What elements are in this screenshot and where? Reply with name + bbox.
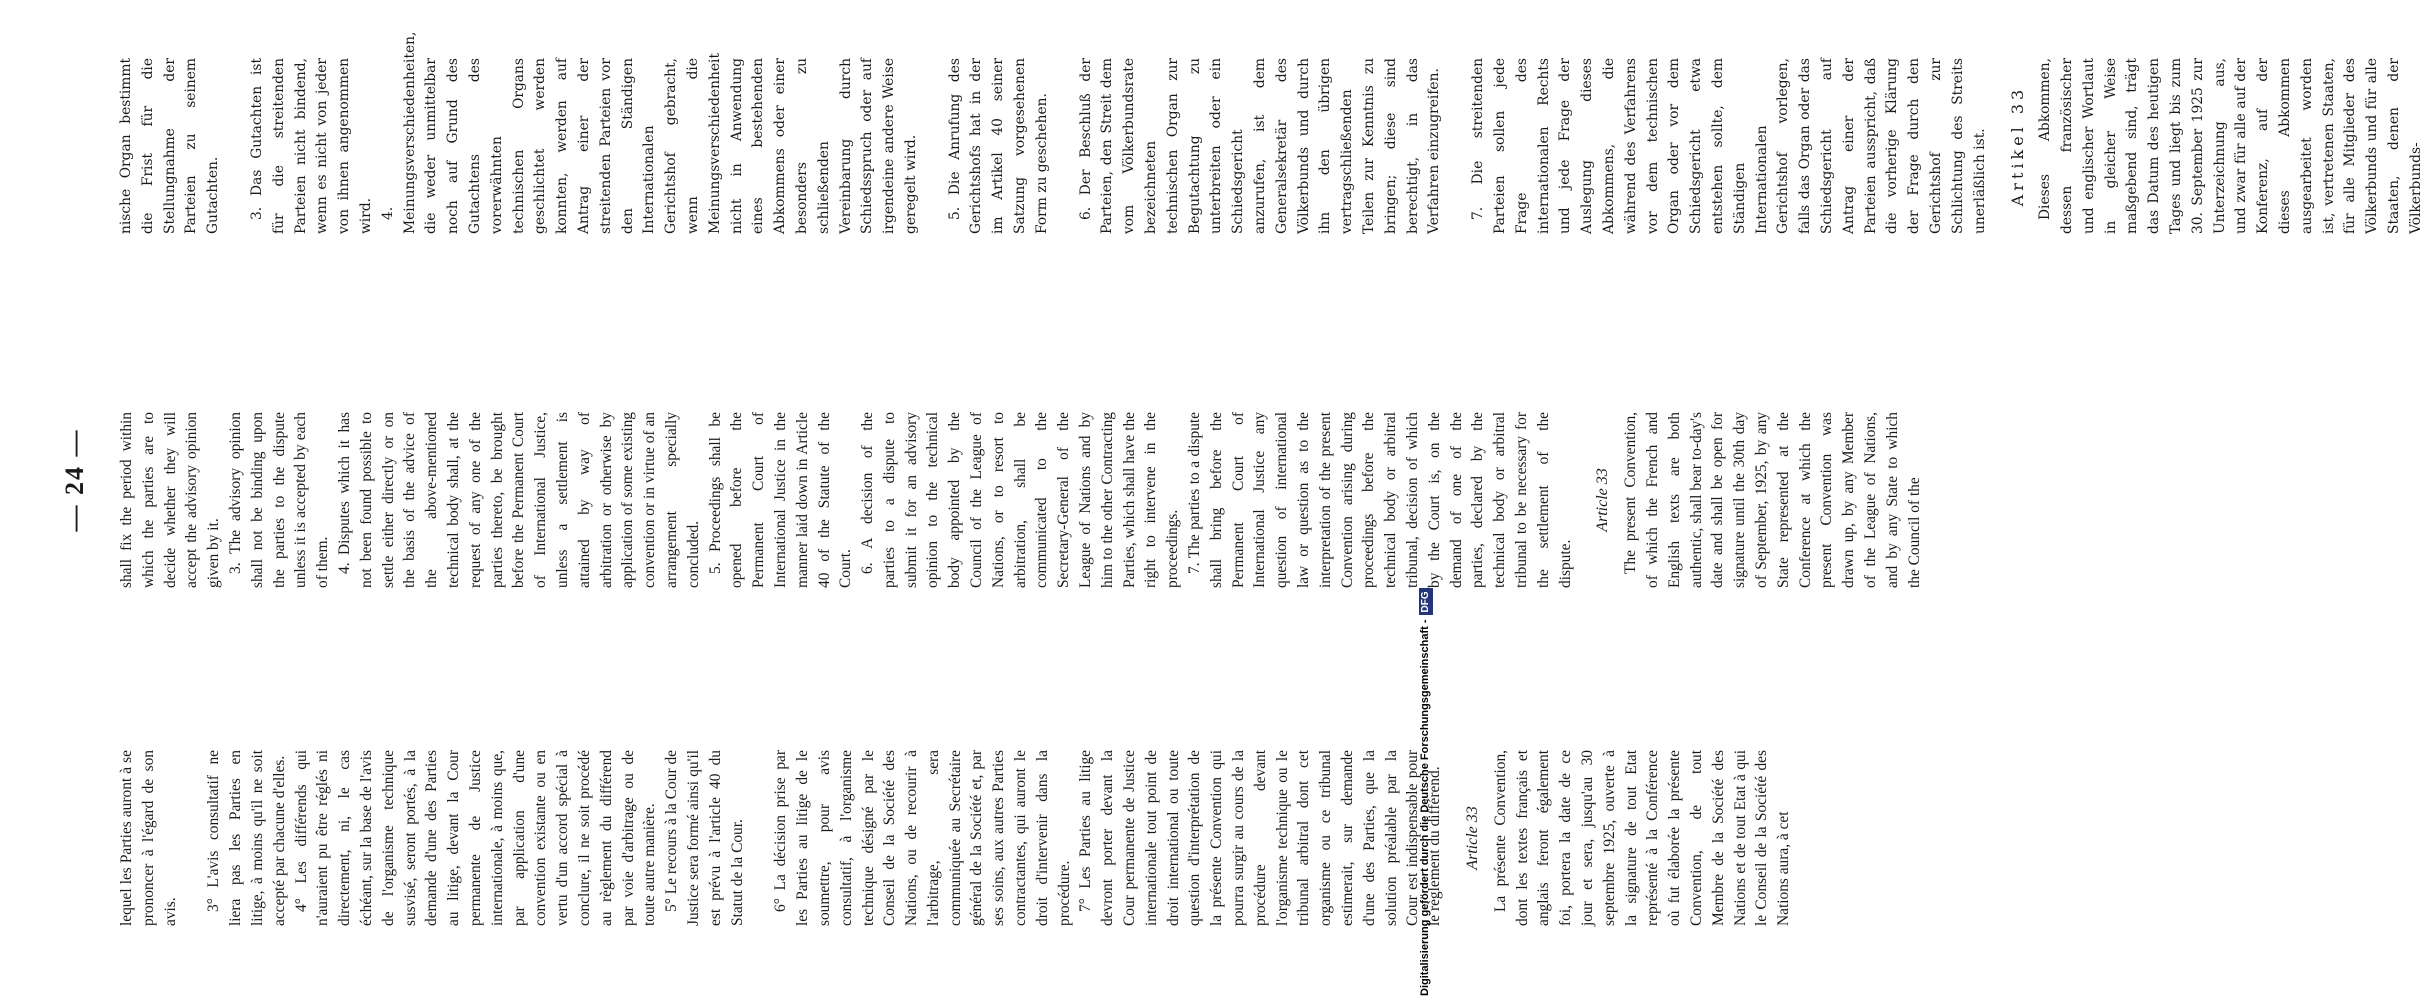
article-heading: Article 33: [1594, 468, 1612, 532]
paragraph: 7. Die streitenden Parteien sollen jede Frage des internationalen Rechts und jede Frage der Auslegung dieses Abkommens, die während des Verfahrens vor dem technischen Organ oder vor dem Schiedsgericht etwa entstehen sollte, dem Ständigen Internationalen Gerichtshof vorlegen, falls das Organ oder das Schiedsgericht auf Antrag einer der Parteien ausspricht, daß die vorherige Klärung der Frage durch den Gerichtshof zur Schlichtung des Streits unerläßlich ist.: [1470, 58, 1988, 234]
paragraph: 6. Der Beschluß der Parteien, den Streit dem vom Völkerbundsrate bezeichneten technischen Organ zur Begutachtung zu unterbreiten oder ein Schiedsgericht anzurufen, ist dem Generalsekretär des Völkerbunds und durch ihn den übrigen vertragschließenden Teilen zur Kenntnis zu bringen; diese sind berechtigt, in das Verfahren einzugreifen.: [1077, 58, 1443, 234]
english-column: [116, 412, 1925, 588]
paragraph: Dieses Abkommen, dessen französischer und englischer Wortlaut in gleicher Weise maßgebend sind, trägt das Datum des heutigen Tages und liegt bis zum 30. September 1925 zur Unterzeichnung aus, und zwar für alle auf der Konferenz, auf der dieses Abkommen ausgearbeitet worden ist, vertretenen Staaten, für alle Mitglieder des Völkerbunds und für alle Staaten, denen der Völkerbunds-: [2037, 58, 2424, 234]
paragraph: 3. The advisory opinion shall not be binding upon the parties to the dispute unless it is accepted by each of them.: [226, 412, 332, 588]
article-heading: Artikel 33: [2008, 85, 2028, 207]
paragraph: 4. Meinungsverschiedenheiten, die weder unmittelbar noch auf Grund des Gutachtens des vorerwähnten technischen Organs geschlichtet werden konnten, werden auf Antrag einer der streitenden Parteien vor den Ständigen Internationalen Gerichtshof gebracht, wenn die Meinungsverschiedenheit nicht in Anwendung eines bestehenden Abkommens oder einer besonders zu schließenden Vereinbarung durch Schiedsspruch oder auf irgendeine andere Weise geregelt wird.: [379, 31, 919, 234]
paragraph: 6. A decision of the parties to a dispute to submit it for an advisory opinion to the technical body appointed by the Council of the League of Nations, or to resort to arbitration, shall be communicated to the Secretary-General of the League of Nations and by him to the other Contracting Parties, which shall have the right to intervene in the proceedings.: [859, 412, 1182, 588]
digitization-notice-text: [1418, 16, 1432, 996]
paragraph: 3. Das Gutachten ist für die streitenden Parteien nicht bindend, wenn es nicht von jeder von ihnen angenommen wird.: [248, 58, 374, 234]
page-number: — 24 —: [60, 428, 89, 532]
paragraph: 7. The parties to a dispute shall bring before the Permanent Court of International Justice any question of international law or question as to the interpretation of the present Convention arising during proceedings before the technical body or arbitral tribunal, decision of which by the Court is, on the demand of one of the parties, declared by the technical body or arbitral tribunal to be necessary for the settlement of the dispute.: [1186, 412, 1574, 588]
paragraph: 5. Die Anrufung des Gerichtshofs hat in der im Artikel 40 seiner Satzung vorgesehenen Form zu geschehen.: [946, 58, 1050, 234]
notice-label: Digitalisierung gefördert durch die Deutsche Forschungsgemeinschaft -: [1419, 619, 1431, 996]
paragraph: 6° La décision prise par les Parties au litige de le soumettre, pour avis consultatif, à l'organisme technique désigné par le Conseil de la Société des Nations, ou de recourir à l'arbitrage, sera communiquée au Secrétaire général de la Société et, par ses soins, aux autres Parties contractantes, qui auront le droit d'intervenir dans la procédure.: [772, 750, 1073, 926]
paragraph: 4. Disputes which it has not been found possible to settle either directly or on the basis of the advice of the above-mentioned technical body shall, at the request of any one of the parties thereto, be brought before the Permanent Court of International Justice, unless a settlement is attained by way of arbitration or otherwise by application of some existing convention or in virtue of an arrangement specially concluded.: [335, 412, 702, 588]
paragraph: 5° Le recours à la Cour de Justice sera formé ainsi qu'il est prévu à l'article 40 du Statut de la Cour.: [663, 750, 746, 926]
paragraph: lequel les Parties auront à se prononcer à l'égard de son avis.: [118, 750, 179, 926]
article-heading: Article 33: [1464, 806, 1482, 870]
german-column: [116, 31, 2427, 234]
paragraph: 4° Les différends qui n'auraient pu être réglés ni directement, ni, le cas échéant, sur la base de l'avis de l'organisme technique susvisé, seront portés, à la demande d'une des Parties au litige, devant la Cour permanente de Justice internationale, à moins que, par application d'une convention existante ou en vertu d'un accord spécial à conclure, il ne soit procédé au règlement du différend par voie d'arbitrage ou de toute autre manière.: [292, 750, 659, 926]
dfg-logo: DFG: [1419, 588, 1433, 615]
paragraph: 3° L'avis consultatif ne liera pas les Parties en litige, à moins qu'il ne soit accepté par chacune d'elles.: [205, 750, 288, 926]
paragraph: The present Convention, of which the French and English texts are both authentic, shall bear to-day's date and shall be open for signature until the 30th day of September, 1925, by any State represented at the Conference at which the present Convention was drawn up, by any Member of the League of Nations, and by any State to which the Council of the: [1622, 412, 1923, 588]
french-column: [116, 750, 1795, 926]
digitization-notice: [1418, 4, 1432, 996]
paragraph: shall fix the period within which the parties are to decide whether they will accept the advisory opinion given by it.: [118, 412, 223, 588]
paragraph: La présente Convention, dont les textes français et anglais feront également foi, portera la date de ce jour et sera, jusqu'au 30 septembre 1925, ouverte à la signature de tout Etat représenté à la Conférence où fut élaborée la présente Convention, de tout Membre de la Société des Nations et de tout Etat à qui le Conseil de la Société des Nations aura, à cet: [1491, 750, 1793, 926]
paragraph: 5. Proceedings shall be opened before the Permanent Court of International Justice in the manner laid down in Article 40 of the Statute of the Court.: [706, 412, 855, 588]
paragraph: 7° Les Parties au litige devront porter devant la Cour permanente de Justice internationale tout point de droit international ou toute question d'interprétation de la présente Convention qui pourra surgir au cours de la procédure devant l'organisme technique ou le tribunal arbitral dont cet organisme ou ce tribunal estimerait, sur demande d'une des Parties, que la solution préalable par la Cour est indispensable pour le règlement du différend.: [1077, 750, 1444, 926]
paragraph: nische Organ bestimmt die Frist für die Stellungnahme der Parteien zu seinem Gutachten.: [118, 58, 222, 234]
